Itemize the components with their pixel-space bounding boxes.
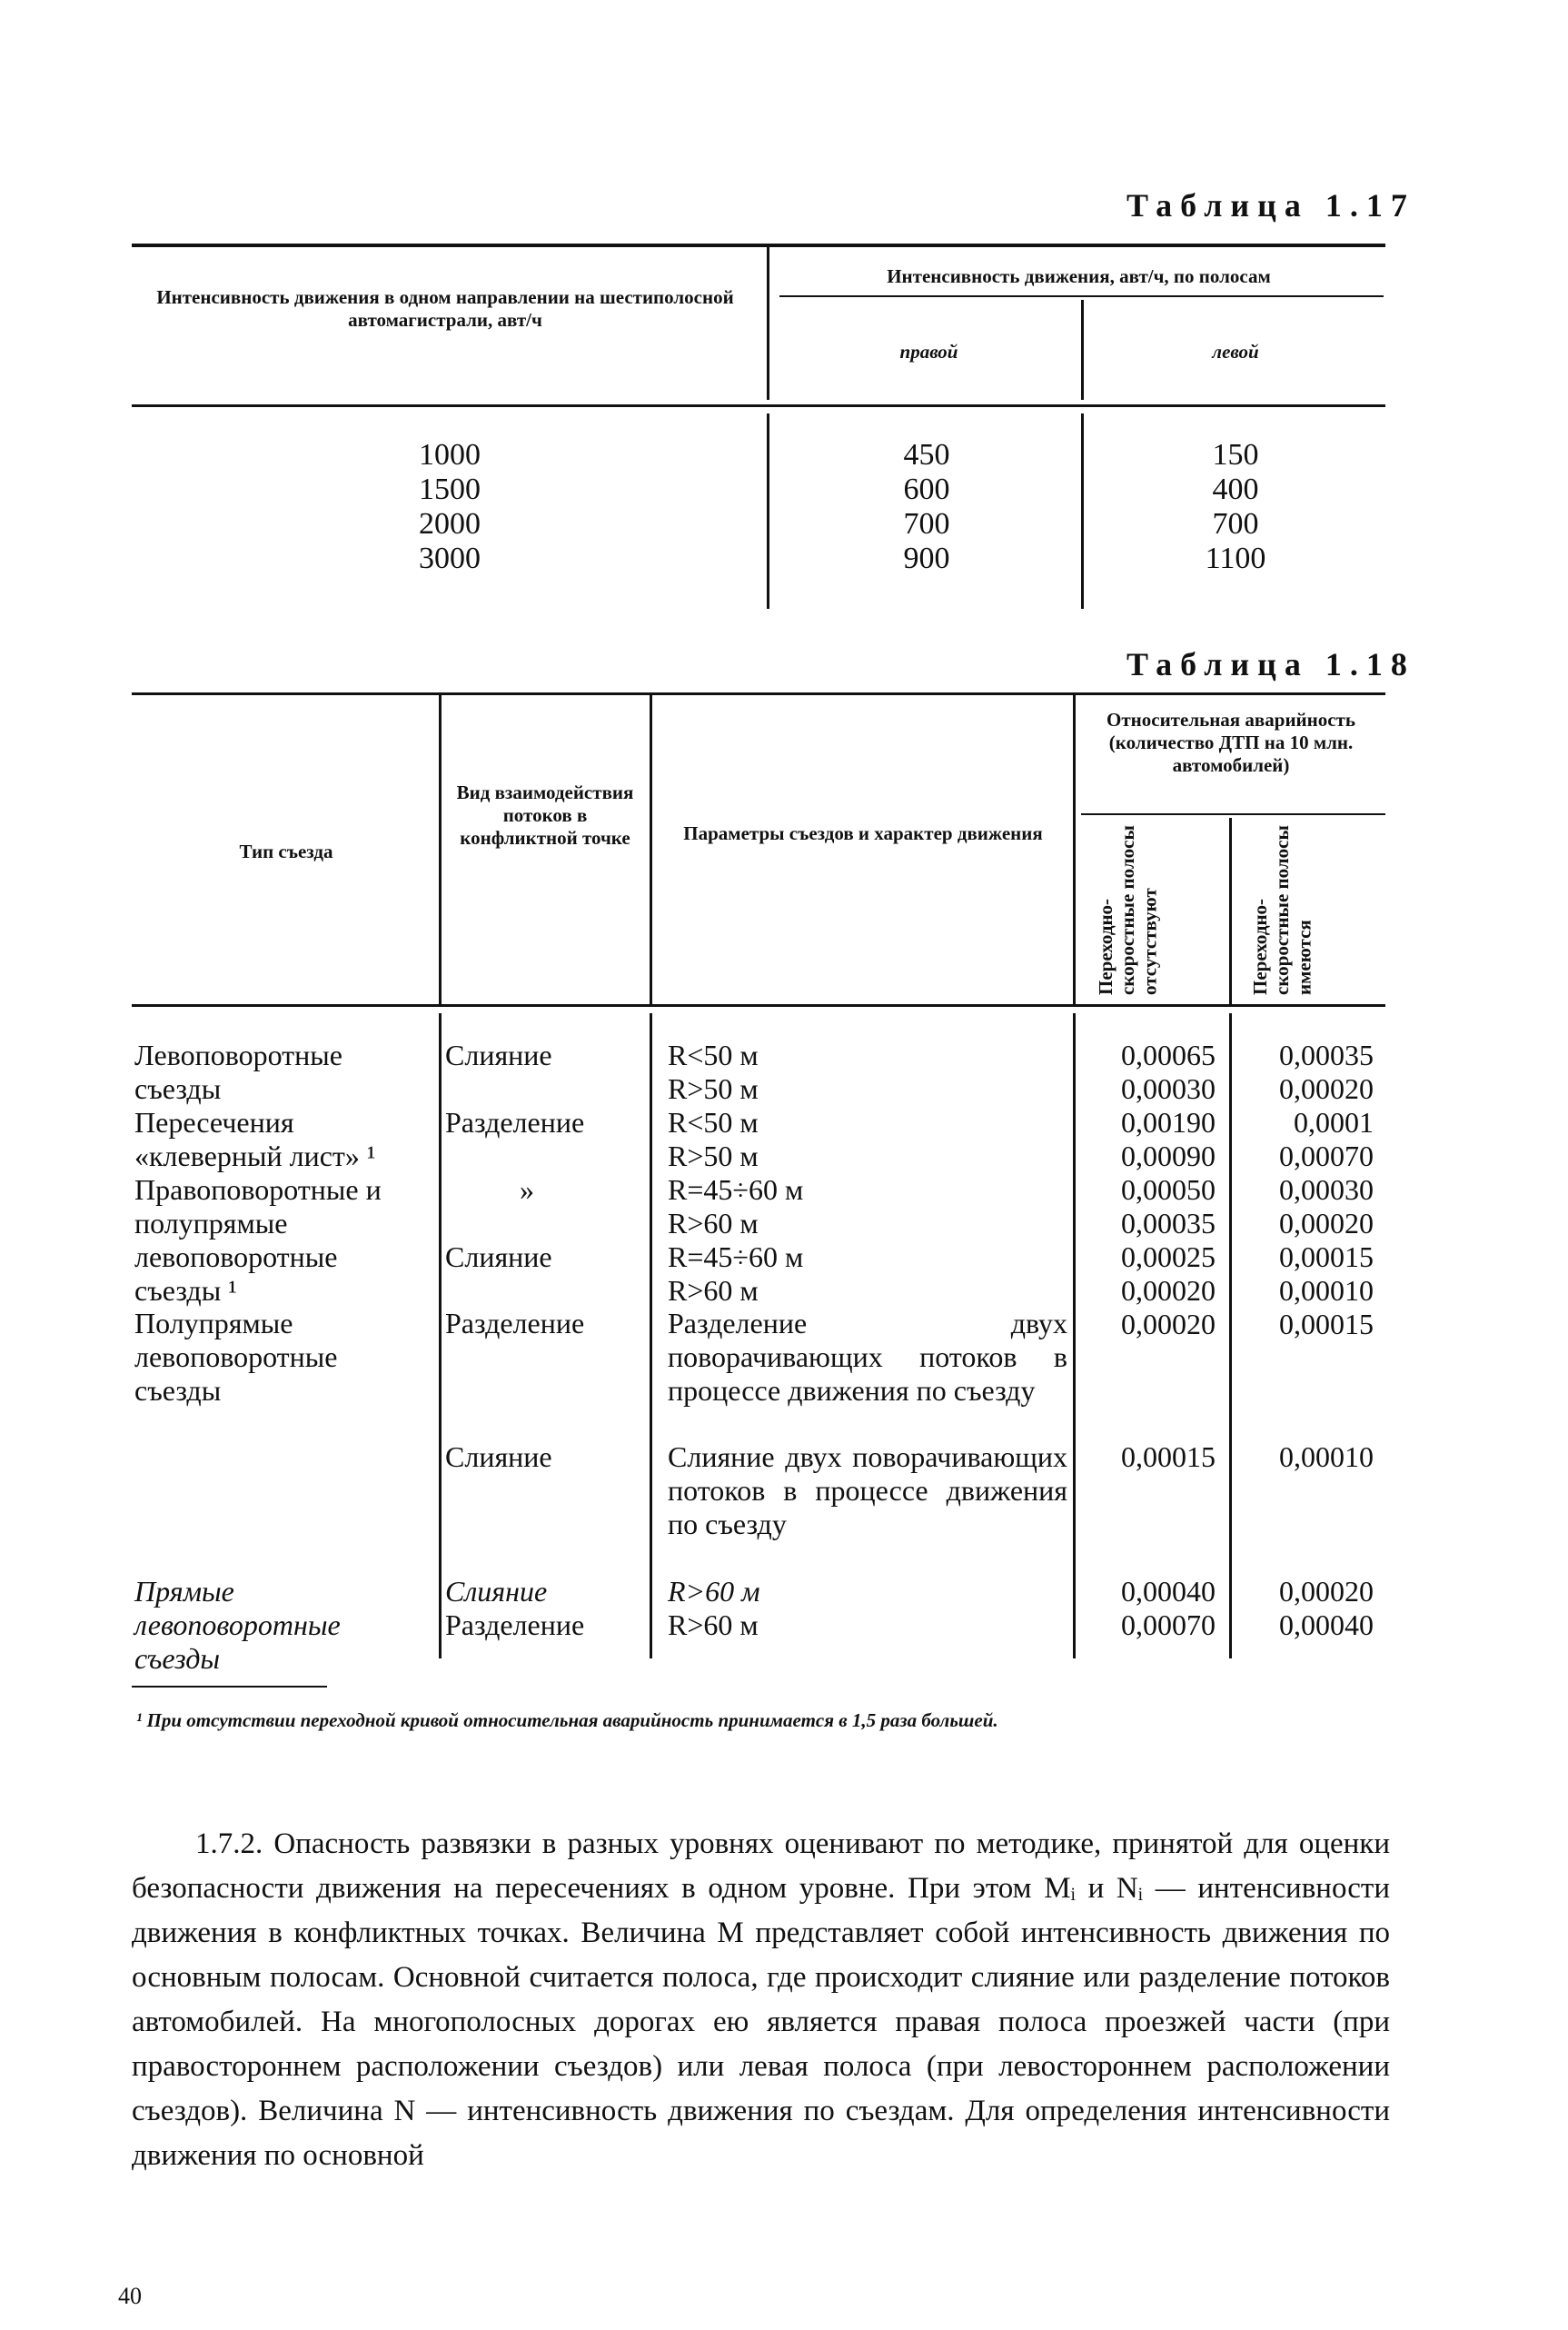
table-1-18-sub1-header: Переходно-скоростные полосы отсутствуют	[1095, 825, 1161, 995]
table-1-17-body-divider-2	[1081, 413, 1084, 609]
type-cell-4: Полупрямые левоповоротные съезды	[134, 1307, 338, 1407]
type-cell-3: Правоповоротные и полупрямые левоповоротные съезды ¹	[134, 1173, 382, 1307]
table-1-18-top-rule	[132, 692, 1385, 695]
interaction-cell-7: Слияние	[445, 1575, 548, 1608]
footnote-rule	[132, 1686, 327, 1688]
params-cell-8: R>60 м	[668, 1274, 759, 1307]
footnote: ¹ При отсутствии переходной кривой относительная аварийность принимается в 1,5 раза большей.	[136, 1709, 998, 1731]
table-1-17-group-header: Интенсивность движения, авт/ч, по полосам	[887, 265, 1271, 287]
rate-column-2-row-11: 0,00020	[1279, 1575, 1374, 1608]
body-paragraph: 1.7.2. Опасность развязки в разных уровнях оценивают по методике, принятой для оценки безопасности движения на пересечениях в одном уровне. При этом Mᵢ и Nᵢ — интенсивности движения в конфликтных точках. Величина M представляет собой интенсивность движения по основным полосам. Основной считается полоса, где происходит слияние или разделение потоков автомобилей. На многополосных дорогах ею является правая полоса проезжей части (при правостороннем расположении съездов) или левая полоса (при левостороннем расположении съездов). Величина N — интенсивность движения по съездам. Для определения интенсивности движения по основной	[132, 1827, 1390, 2172]
rate-column-1-row-11: 0,00040	[1121, 1575, 1216, 1608]
rate-column-1-block: 0,00065 0,00030 0,00190 0,00090 0,00050 0,00035 0,00025 0,00020 0,00020	[1121, 1039, 1216, 1340]
table-1-18-interaction-header: Вид взаимодействия потоков в конфликтной точке	[456, 782, 634, 850]
table-1-18-body-divider-3	[1073, 1013, 1076, 1658]
rate-column-1-row-10: 0,00015	[1121, 1440, 1216, 1473]
table-1-18-body-divider-1	[439, 1013, 442, 1658]
table-1-18-body-divider-2	[650, 1013, 652, 1658]
table-1-17-col3-header: левой	[1212, 341, 1259, 363]
rate-column-1-row-12: 0,00070	[1121, 1608, 1216, 1641]
table-1-17-col2-header: правой	[899, 341, 958, 363]
type-cell-5: Прямые левоповоротные съезды	[134, 1575, 341, 1675]
page-number: 40	[118, 2283, 142, 2309]
table-1-18-sub2-header: Переходно-скоростные полосы имеются	[1249, 825, 1315, 995]
type-cell-1: Левоповоротные съезды	[134, 1039, 342, 1105]
params-cell-9: Разделение двух поворачивающих потоков в процессе движения по съезду	[668, 1307, 1067, 1407]
params-cell-3: R<50 м	[668, 1106, 759, 1139]
params-cell-1: R<50 м	[668, 1039, 759, 1071]
interaction-cell-1: Слияние	[445, 1039, 552, 1071]
table-1-18-header-divider-3	[1073, 695, 1076, 1004]
table-1-18-group-rule	[1081, 813, 1385, 815]
table-1-17-caption: Таблица 1.17	[1126, 187, 1415, 224]
rate-column-2-row-10: 0,00010	[1279, 1440, 1374, 1473]
interaction-cell-6: Слияние	[445, 1440, 552, 1473]
table-1-17-body-divider-1	[767, 413, 769, 609]
table-1-17-header-rule	[132, 404, 1385, 407]
table-1-18-header-divider-1	[439, 695, 442, 1004]
rate-column-2-block: 0,00035 0,00020 0,0001 0,00070 0,00030 0,00020 0,00015 0,00010 0,00015	[1279, 1039, 1374, 1340]
interaction-cell-3: »	[520, 1173, 534, 1206]
params-cell-6: R>60 м	[668, 1207, 759, 1240]
table-1-18-body-divider-4	[1229, 1013, 1232, 1658]
table-1-17-group-rule	[779, 295, 1384, 297]
type-cell-2: Пересечения «клеверный лист» ¹	[134, 1106, 376, 1172]
interaction-cell-4: Слияние	[445, 1240, 552, 1273]
interaction-cell-2: Разделение	[445, 1106, 585, 1139]
params-cell-10: Слияние двух поворачивающих потоков в процессе движения по съезду	[668, 1440, 1067, 1540]
table-1-17-col3-values: 150 400 700 1100	[1205, 438, 1266, 575]
table-1-17-top-rule	[132, 244, 1385, 247]
rate-column-2-row-12: 0,00040	[1279, 1608, 1374, 1641]
table-1-18-header-rule	[132, 1004, 1385, 1007]
table-1-18-group-header: Относительная аварийность (количество ДТП на 10 млн. автомобилей)	[1107, 709, 1355, 777]
table-1-17-col1-header: Интенсивность движения в одном направлении на шестиполосной автомагистрали, авт/ч	[156, 286, 734, 332]
params-cell-4: R>50 м	[668, 1140, 759, 1172]
params-cell-2: R>50 м	[668, 1072, 759, 1105]
table-1-17-col2-values: 450 600 700 900	[903, 438, 950, 575]
interaction-cell-5: Разделение	[445, 1307, 585, 1339]
params-cell-12: R>60 м	[668, 1608, 759, 1641]
table-1-17-header-divider	[767, 245, 769, 400]
table-1-18-params-header: Параметры съездов и характер движения	[683, 822, 1043, 844]
table-1-18-header-divider-2	[650, 695, 652, 1004]
table-1-17-subheader-divider	[1081, 300, 1084, 400]
table-1-18-header-divider-4	[1229, 818, 1232, 1004]
table-1-18-caption: Таблица 1.18	[1126, 646, 1415, 682]
interaction-cell-8: Разделение	[445, 1608, 585, 1641]
table-1-18-type-header: Тип съезда	[239, 841, 333, 862]
params-cell-11: R>60 м	[668, 1575, 760, 1608]
params-cell-5: R=45÷60 м	[668, 1173, 804, 1206]
table-1-17-col1-values: 1000 1500 2000 3000	[419, 438, 481, 575]
params-cell-7: R=45÷60 м	[668, 1240, 804, 1273]
